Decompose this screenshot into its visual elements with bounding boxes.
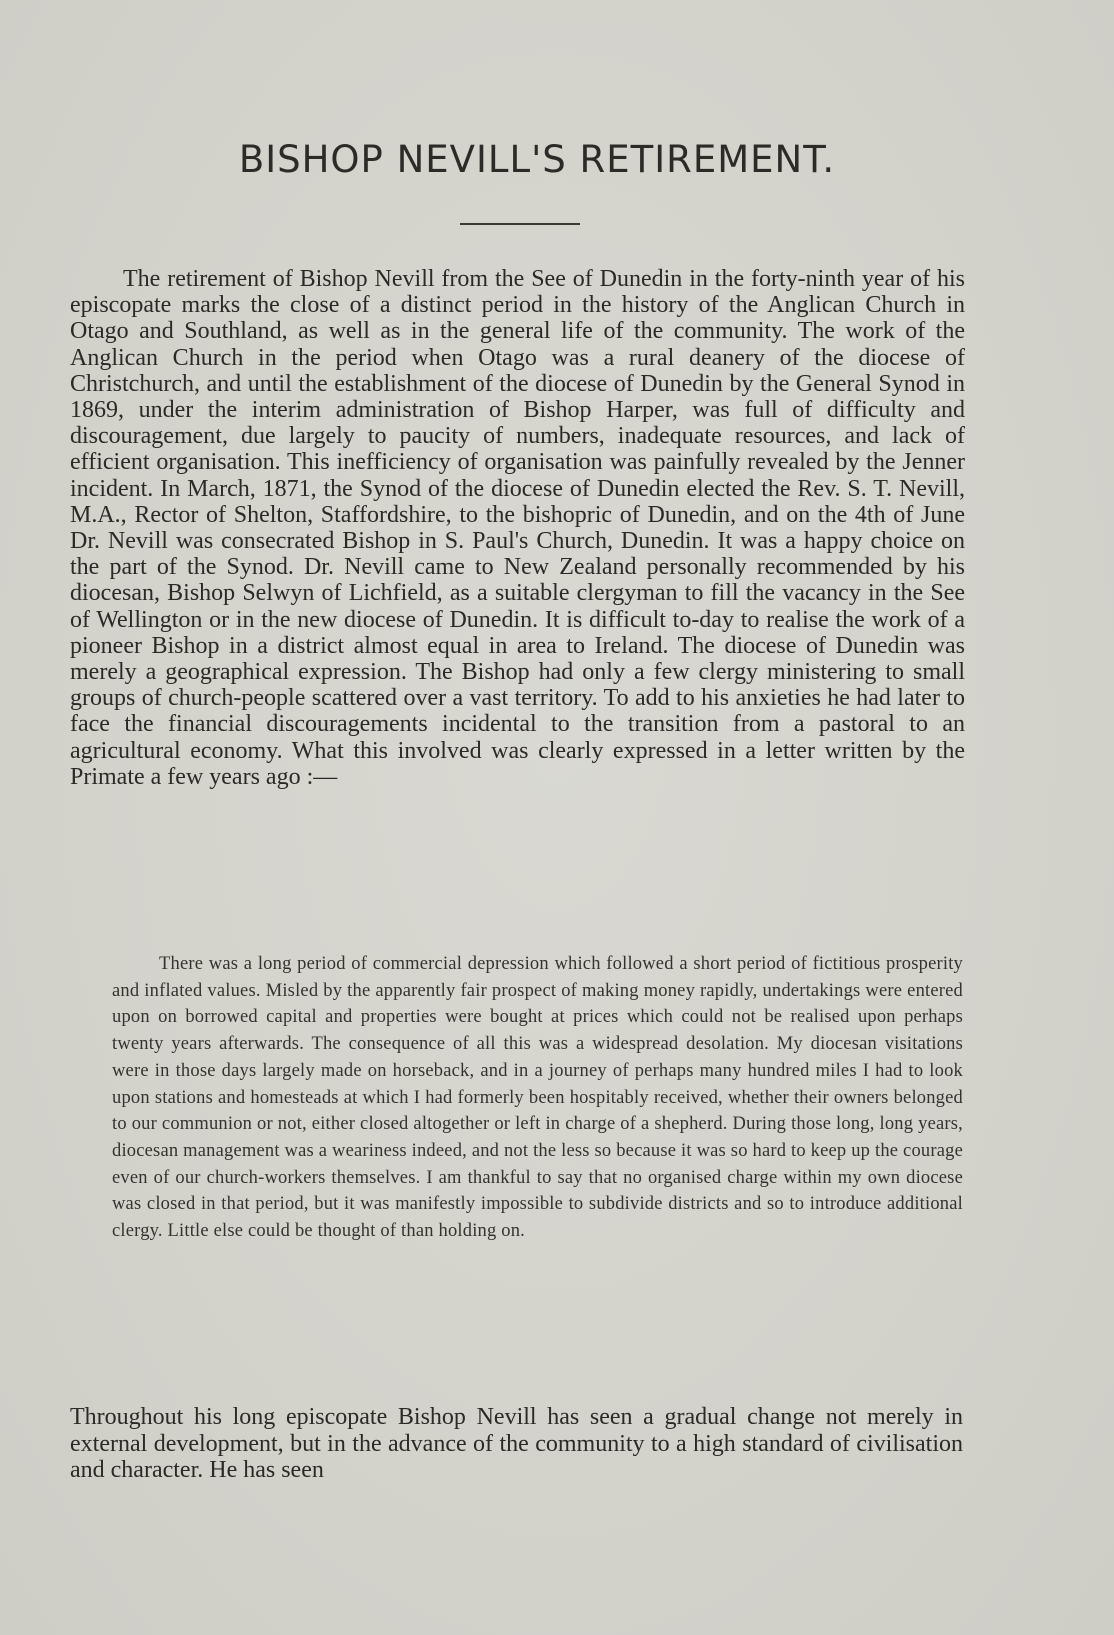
intro-paragraph: The retirement of Bishop Nevill from the See of Dunedin in the forty-ninth year of his episcopate marks the close of a distinct period in the history of the Anglican Church in Otago and Southland, as well as in the general life of the community. The work of the Anglican Church in the period when Otago was a rural deanery of the diocese of Christchurch, and until the establishment of the diocese of Dunedin by the General Synod in 1869, under the interim administration of Bishop Harper, was full of difficulty and discouragement, due largely to paucity of numbers, inadequate resources, and lack of efficient organisation. This inefficiency of organisation was painfully revealed by the Jenner incident. In March, 1871, the Synod of the diocese of Dunedin elected the Rev. S. T. Nevill, M.A., Rector of Shelton, Staffordshire, to the bishopric of Dunedin, and on the 4th of June Dr. Nevill was consecrated Bishop in S. Paul's Church, Dunedin. It was a happy choice on the part of the Synod. Dr. Nevill came to New Zealand personally recommended by his diocesan, Bishop Selwyn of Lichfield, as a suitable clergyman to fill the vacancy in the See of Wellington or in the new diocese of Dunedin. It is difficult to-day to realise the work of a pioneer Bishop in a district almost equal in area to Ireland. The diocese of Dunedin was merely a geographical expression. The Bishop had only a few clergy ministering to small groups of church-people scattered over a vast territory. To add to his anxieties he had later to face the financial discouragements incidental to the transition from a pastoral to an agricultural economy. What this involved was clearly expressed in a letter written by the Primate a few years ago :— xyxy=(70,266,965,790)
title-divider xyxy=(460,223,580,225)
primate-letter-quote: There was a long period of commercial depression which followed a short period of fictitious prosperity and inflated values. Misled by the apparently fair prospect of making money rapidly, undertakings were entered upon on borrowed capital and properties were bought at prices which could not be realised upon perhaps twenty years afterwards. The consequence of all this was a widespread desolation. My diocesan visitations were in those days largely made on horseback, and in a journey of perhaps many hundred miles I had to look upon stations and homesteads at which I had formerly been hospitably received, whether their owners belonged to our communion or not, either closed altogether or left in charge of a shepherd. During those long, long years, diocesan management was a weariness indeed, and not the less so because it was so hard to keep up the courage even of our church-workers themselves. I am thankful to say that no organised charge within my own diocese was closed in that period, but it was manifestly impossible to subdivide districts and so to introduce additional clergy. Little else could be thought of than holding on. xyxy=(112,954,963,1242)
page-title: BISHOP NEVILL'S RETIREMENT. xyxy=(238,138,836,181)
continuation-paragraph: Throughout his long episcopate Bishop Nevill has seen a gradual change not merely in external development, but in the advance of the community to a high standard of civilisation and character. He has seen xyxy=(70,1404,963,1483)
